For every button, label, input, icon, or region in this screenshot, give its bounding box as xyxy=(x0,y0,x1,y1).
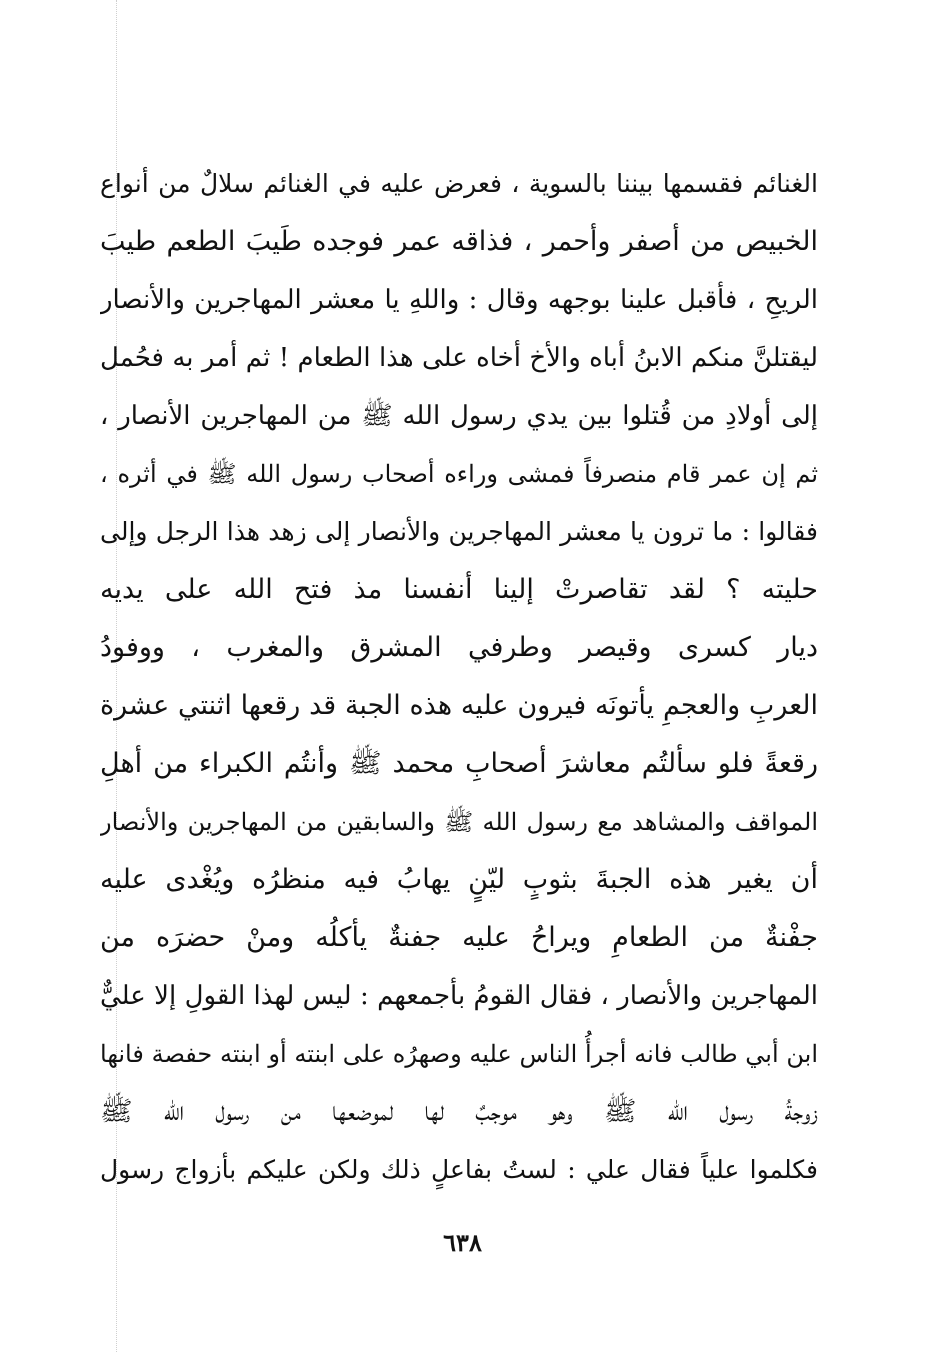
text-line: ليقتلنَّ منكم الابنُ أباه والأخ أخاه على هذا الطعام ! ثم أمر به فحُمل xyxy=(100,343,818,373)
text-line: جفْنةٌ من الطعامِ ويراحُ عليه جفنةٌ يأكلُه ومنْ حضرَه من xyxy=(100,922,818,953)
page-number: ٦٣٨ xyxy=(443,1228,482,1257)
text-line: إلى أولادِ من قُتلوا بين يدي رسول الله ﷺ من المهاجرين الأنصار ، xyxy=(100,401,818,431)
text-line: العربِ والعجمِ يأتونَه فيرون عليه هذه الجبة قد رقعها اثنتي عشرة xyxy=(100,690,818,721)
text-line: فقالوا : ما ترون يا معشر المهاجرين والأنصار إلى زهد هذا الرجل وإلى xyxy=(100,517,818,546)
text-line: الريحِ ، فأقبل علينا بوجهه وقال : واللهِ يا معشر المهاجرين والأنصار xyxy=(100,285,818,315)
text-line: حليته ؟ لقد تقاصرتْ إلينا أنفسنا مذ فتح الله على يديه xyxy=(100,574,818,605)
text-line: المهاجرين والأنصار ، فقال القومُ بأجمعهم : ليس لهذا القولِ إلا عليٌّ xyxy=(100,981,818,1011)
text-line: زوجةُ رسول الله ﷺ وهو موجبٌ لها لموضعها من رسول الله ﷺ xyxy=(100,1096,818,1127)
text-line: فكلموا علياً فقال علي : لستُ بفاعلٍ ذلك ولكن عليكم بأزواج رسول xyxy=(100,1155,818,1184)
text-line: الغنائم فقسمها بيننا بالسوية ، فعرض عليه في الغنائم سلالٌ من أنواع xyxy=(100,169,818,198)
text-line: ديار كسرى وقيصر وطرفي المشرق والمغرب ، ووفودُ xyxy=(100,632,818,663)
text-line: الخبيص من أصفر وأحمر ، فذاقه عمر فوجده طَيبَ الطعم طيبَ xyxy=(100,226,818,257)
text-line: رقعةً فلو سألتُم معاشرَ أصحابِ محمد ﷺ وأنتُم الكبراء من أهلِ xyxy=(100,748,818,779)
body-text xyxy=(100,155,818,1199)
text-line: أن يغير هذه الجبةَ بثوبٍ ليّنٍ يهابُ فيه منظرُه ويُغْدى عليه xyxy=(100,864,818,895)
text-line: المواقف والمشاهد مع رسول الله ﷺ والسابقين من المهاجرين والأنصار xyxy=(100,808,818,836)
text-line: ابن أبي طالب فانه أجرأُ الناس عليه وصهرُه على ابنته أو ابنته حفصة فانها xyxy=(100,1040,818,1068)
text-line: ثم إن عمر قام منصرفاً فمشى وراءه أصحاب رسول الله ﷺ في أثره ، xyxy=(100,460,818,488)
